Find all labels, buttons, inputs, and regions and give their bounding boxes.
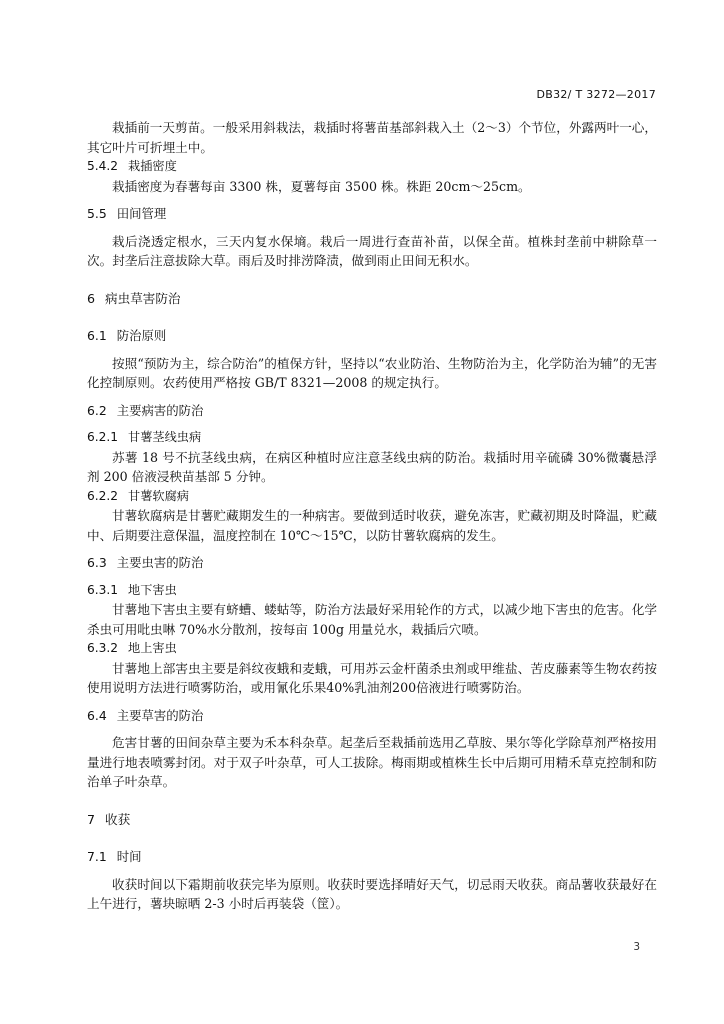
paragraph-stem-nematode: 苏薯 18 号不抗茎线虫病，在病区种植时应注意茎线虫病的防治。栽插时用辛硫磷 30%微囊悬浮剂 200 倍液浸秧苗基部 5 分钟。 (87, 449, 657, 484)
heading-number: 6.2.2 (87, 488, 119, 503)
page-number: 3 (633, 941, 640, 953)
heading-number: 5.5 (87, 206, 107, 221)
paragraph-weed-control: 危害甘薯的田间杂草主要为禾本科杂草。起垄后至栽插前选用乙草胺、果尔等化学除草剂严格按用量进行地表喷雾封闭。对于双子叶杂草，可人工拔除。梅雨期或植株生长中后期可用精禾草克控制和防治单子叶杂草。 (87, 735, 657, 789)
paragraph-planting-method: 栽插前一天剪苗。一般采用斜栽法，栽插时将薯苗基部斜栽入土（2～3）个节位，外露两叶一心，其它叶片可折埋土中。 (87, 120, 657, 155)
heading-title: 地上害虫 (128, 641, 177, 655)
heading-title: 防治原则 (116, 328, 167, 343)
heading-number: 6.2 (87, 402, 107, 418)
heading-number: 6.3.2 (87, 641, 119, 655)
heading-6-4 (87, 706, 657, 726)
paragraph-field-management: 栽后浇透定根水，三天内复水保墒。栽后一周进行查苗补苗，以保全苗。植株封垄前中耕除草一次。封垄后注意拔除大草。雨后及时排涝降渍，做到雨止田间无积水。 (87, 233, 657, 268)
heading-6-2-1 (87, 428, 657, 448)
heading-number: 6.3.1 (87, 582, 119, 597)
paragraph-harvest-time: 收获时间以下霜期前收获完毕为原则。收获时要选择晴好天气，切忌雨天收获。商品薯收获最好在上午进行，薯块晾晒 2-3 小时后再装袋（筐）。 (87, 876, 657, 911)
standard-number: DB32/ T 3272—2017 (536, 88, 656, 101)
heading-title: 甘薯软腐病 (128, 488, 189, 503)
heading-title: 主要虫害的防治 (116, 555, 204, 570)
paragraph-underground-pests: 甘薯地下害虫主要有蛴螬、蝼蛄等，防治方法最好采用轮作的方式，以减少地下害虫的危害。化学杀虫可用吡虫啉 70%水分散剂，按每亩 100g 用量兑水，栽插后穴喷。 (87, 602, 657, 637)
heading-title: 主要草害的防治 (116, 707, 204, 723)
heading-number: 6 (87, 290, 96, 306)
heading-title: 时间 (116, 849, 142, 864)
heading-title: 病虫草害防治 (105, 290, 181, 306)
heading-title: 地下害虫 (128, 582, 177, 597)
paragraph-planting-density: 栽插密度为春薯每亩 3300 株，夏薯每亩 3500 株。株距 20cm～25cm。 (112, 178, 531, 194)
heading-6-1 (87, 326, 657, 346)
document-body (87, 118, 657, 914)
heading-number: 6.4 (87, 707, 107, 723)
heading-number: 7 (87, 811, 96, 827)
paragraph-aboveground-pests: 甘薯地上部害虫主要是斜纹夜蛾和麦蛾，可用苏云金杆菌杀虫剂或甲维盐、苦皮藤素等生物农药按使用说明方法进行喷雾防治，或用氰化乐果40%乳油剂200倍液进行喷雾防治。 (87, 660, 657, 695)
heading-6-3-2 (87, 639, 657, 659)
heading-number: 6.2.1 (87, 430, 119, 444)
heading-6-2 (87, 401, 657, 421)
paragraph-control-principle: 按照“预防为主，综合防治”的植保方针，坚持以“农业防治、生物防治为主，化学防治为辅”的无害化控制原则。农药使用严格按 GB/T 8321—2008 的规定执行。 (87, 355, 657, 390)
heading-number: 6.1 (87, 328, 107, 343)
heading-title: 栽插密度 (128, 159, 177, 173)
heading-title: 甘薯茎线虫病 (128, 430, 202, 444)
heading-6-3-1 (87, 581, 657, 601)
heading-6-2-2 (87, 487, 657, 507)
heading-5-4-2 (87, 157, 657, 177)
heading-title: 收获 (105, 811, 131, 827)
heading-7 (87, 810, 657, 830)
heading-5-5 (87, 204, 657, 224)
heading-number: 7.1 (87, 849, 107, 864)
heading-title: 田间管理 (116, 206, 167, 221)
heading-number: 6.3 (87, 555, 107, 570)
heading-6-3 (87, 553, 657, 573)
heading-number: 5.4.2 (87, 159, 119, 173)
heading-7-1 (87, 847, 657, 867)
heading-title: 主要病害的防治 (116, 402, 204, 418)
paragraph-soft-rot: 甘薯软腐病是甘薯贮藏期发生的一种病害。要做到适时收获，避免冻害，贮藏初期及时降温，贮藏中、后期要注意保温，温度控制在 10℃～15℃，以防甘薯软腐病的发生。 (87, 508, 657, 543)
heading-6 (87, 289, 657, 309)
